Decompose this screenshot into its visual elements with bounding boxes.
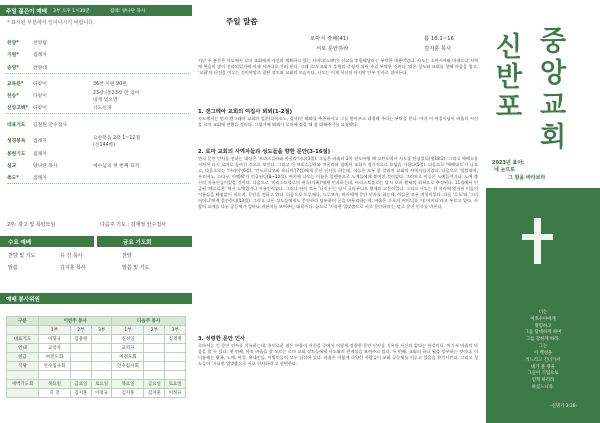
motto (492, 160, 545, 182)
duty-cell: 김지훈 (112, 389, 144, 398)
verse-line: 이 백성을 (533, 350, 553, 356)
church-name-char: 회 (540, 122, 567, 153)
duty-cell: 김지훈 (71, 389, 92, 398)
sermon-heading: 주일 말씀 (226, 17, 258, 26)
cover-column (486, 0, 600, 423)
verse-reference: -신명기 3:28- (550, 404, 578, 409)
duty-header-cell: 다음주 봉사 (112, 317, 186, 326)
section-3-body: 로마서는 긴 문안 인사를 기록하는데, 흥미로운 점은 바울이 서신을 중에서 이렇게 정량한 문안 인사를 기록한 서신의 없다는 사실이다. 여기서 바울의 마음을 볼 수 있다. 첫 번째, 아직 바울을 잘 모르는 로마 교회 성도들에게 사도와의 관계성을 보여주고 있다. 두 번째, 교회의 하나 됨을 당부하는 것이다. 이 이름에는 왕족, 노예, 여성, 유대인들, 이방인들이 모두 뒤섞여 있다. 바울은 이렇게 다양한 사람들이 교회 공동체를 이루고 있음을 환기시킨다. 그리고 성도들이 '거룩한 입맞춤으로 서로 인사하라'고 권면한다. (198, 343, 478, 366)
order-row (7, 37, 189, 49)
wednesday-title: 수요 예배 (8, 239, 32, 246)
friday-title-bar (97, 236, 192, 247)
duty-table (6, 316, 186, 398)
order-label: 설교 (7, 164, 17, 170)
order-content: 사도신경 (93, 105, 112, 111)
duty-cell (71, 353, 92, 362)
duty-subheader-cell: 3부 (165, 326, 186, 335)
order-leader: 김철원 안수집사 (33, 123, 67, 129)
friday-title: 금요 기도회 (123, 239, 152, 246)
duty-cell: 금요일 (71, 380, 92, 389)
cross-icon-bar (522, 234, 553, 240)
order-label: 대표기도 (7, 123, 26, 129)
duty-cell: 헌금 (7, 353, 39, 362)
duty-cell (7, 371, 39, 380)
duty-cell (71, 362, 92, 371)
duty-cell: 이정규 (165, 389, 186, 398)
duty-title: 예배 봉사위원 (6, 296, 40, 303)
order-row (7, 119, 189, 131)
order-content: 36번 시편 90편 (93, 82, 127, 88)
verse-line: 명령하고 (534, 323, 552, 329)
duty-cell: 금요일 (144, 380, 165, 389)
duty-row (7, 362, 186, 371)
church-name-char: 교 (540, 90, 567, 121)
order-leader: 집례자 (33, 175, 47, 181)
duty-cell (165, 362, 186, 371)
duty-cell (7, 389, 39, 398)
duty-cell: 안수집사회 (39, 362, 71, 371)
duty-cell (91, 371, 112, 380)
wednesday-row (8, 265, 92, 272)
verse-line: 거느리고 건너가서 (525, 357, 561, 363)
duty-cell: 목요일 (112, 380, 144, 389)
duty-subheader-cell: 3부 (91, 326, 112, 335)
duty-cell: 여전도회 (39, 353, 71, 362)
duty-cell: 여전도회 (112, 353, 144, 362)
duty-cell: 교역자 (39, 344, 71, 353)
order-content: 요한복음 2장 1~12절(신144쪽) (93, 135, 141, 148)
order-label: 성경봉독 (7, 139, 26, 145)
worship-title: 주일 젊은이 예배 (6, 8, 48, 15)
duty-cell: 새벽기도회 (7, 380, 39, 389)
duty-cell: 김용원 (71, 335, 92, 344)
verse-line: 그들이 기업으로 (527, 371, 559, 377)
order-leader: 집례자 (33, 152, 47, 158)
order-row (7, 49, 189, 61)
scripture-reference: 롬 16:1~16 (424, 36, 454, 42)
sermon-column (198, 0, 480, 423)
duty-cell: 안내 (7, 344, 39, 353)
order-label: 신앙고백* (7, 105, 29, 111)
worship-leader: 집례: 양나단 목사 (109, 8, 146, 14)
duty-cell (165, 353, 186, 362)
duty-cell (144, 362, 165, 371)
duty-cell: 대표기도 (7, 335, 39, 344)
verse-line: 너는 (538, 310, 548, 315)
order-leader: 집례자 (33, 53, 47, 59)
order-row (7, 148, 189, 160)
order-label: 교독문* (7, 82, 24, 88)
order-label: 찬송* (7, 94, 19, 100)
duty-cell (165, 344, 186, 353)
wednesday-leader: 김지훈 목사 (60, 265, 86, 271)
order-row (7, 90, 189, 102)
verse-line: 그를 강하게 하라. (526, 337, 560, 343)
order-leader: 양나단 목사 (33, 164, 58, 170)
duty-cell: 목요일 (39, 380, 71, 389)
duty-row (7, 371, 186, 380)
duty-row (7, 344, 186, 353)
order-leader: 다같이 (33, 82, 47, 88)
order-content: 예수님의 첫 번째 표적 (93, 164, 140, 170)
duty-cell: 이형규 (39, 335, 71, 344)
order-label: 봉헌기도 (7, 152, 26, 158)
church-name-char: 신 (496, 32, 523, 63)
order-label: 축도* (7, 175, 19, 181)
motto-line: 네 눈으로 (494, 167, 516, 174)
duty-subheader-cell (7, 326, 39, 335)
section-2-title: 2. 로마 교회의 사역자들과 성도들을 향한 문안(3-16절) (198, 149, 331, 155)
order-content: 23장 (통23장 만 입이 내게 있으면 (93, 90, 140, 103)
order-row (7, 160, 189, 172)
order-row (7, 102, 189, 114)
verse-line: 얻게 하리라 (531, 378, 555, 384)
order-leader: 다같이 (33, 105, 47, 111)
duty-cell (144, 335, 165, 344)
friday-row: 찬양 (122, 253, 132, 259)
duty-cell (91, 344, 112, 353)
friday-row: 말씀 및 기도 (122, 265, 150, 271)
duty-cell (91, 335, 112, 344)
section-1-body: 사도께서는 먼저 겐그레아 교회의 일꾼(디아코노, 집사)인 뵈뵈를 추천하시고 그를 받아주고 대접해 주라는 부탁을 한다. 아마 이 여집사님이 바울의 서신을 로마 교회에 전했을 것이다. 그렇기에 뵈뵈가 로마에 갔을 때 잘 대해주기를 요청했다. (198, 116, 478, 127)
motto-line: 2023년 표어: (492, 160, 525, 166)
order-row (7, 62, 189, 74)
order-label: 송영* (7, 65, 19, 71)
sermon-intro: 지난 주 본문은 사도께서 로마 교회에게 자신의 계획하고 있는 서바나(스페인) 선교를 후원해달라는 부탁한 내용이었다. 사도는 소아시아와 마게도냐 지역에 복음이 많이 전파되었기에 이제 서바나로 가려 한다. 그래 로마 교회가 후원의 중심지 되어 주길 부탁한 것이다. 많은 성도와 교회를 향해 마음을 열고, '교회'의 터전을 이루는 것이야말로 참된 성도와 교회의 모습이다. 사도는 이제 서신의 마지막 안부 인사로 접어든다. (198, 58, 478, 75)
section-2-body: 먼저 문안 인사를 전하는 대상은 '브리스길라와 아굴라'이다(3절). 그들은 바울의 2차 전도여행 때 고린도에서 사도를 만났었다(행18:2). 그리고 에베소를 거쳐서 다시 로마로 돌아간 것으로 보인다. 그리고 이 브리스길라와 아굴라의 집에서 교회가 정기적으로 모임을 가졌다(5절). 다음으로 '에베네도'가 나오고, 다음으로는 '마리아'(6절), '안드로니고와 유니아'(7절)에게 문안 인사를 하는데, 이들은 모두 잘 알려진 교회의 사역자들이었다. 다음으로 '암블리아, 우르바노, 스다구, 아벨레'가 언급된다(8~10절). 여기에 나오는 이름은 알렌한으로 노예들에게 붙여진 것이었다. 그러므로 이들은 노예들이거나, 노예 출신의 자유인들이었을 것이다. 다음으로 '아리스토불로의 권속(가족)'에게 인사하는데, 아리스토불로는 당시 로마 황제의 외척으로 추정된다. 11절에서 언급된 '헤로디온' 역시 노예였거나 자유인이었다. 그러나 단어 모든 '나깃수'는 당시 글라우디오 황제의 고문이었다. 그리고 사도는 한 자리에 열거된 이들의 이름들을 빠짐없이 적으며, 문안을 전하고 있다. 다음으로 드루배나, 드루보사, 버시에게 문안 인사를 하는데, 이들은 모두 여성이었다. 다음 '루포'와 '그의 어머니'에게 문안한다(13절). 그리고 다른 성도들에게도 문안하라 당부하며 글을 마무리하는데, 바울은 루포의 어머니를 '내 어머니'라고 부르고 있다. 사랑의 교제를 나눈 공동체가 얼마나 귀한지를 보여주는 대목이다. 끝으로 '거룩한 입맞춤으로 서로 문안하라'는 말로 문안 인사를 마친다. (198, 156, 478, 209)
duty-cell: 이정규 (91, 389, 112, 398)
verse-line: 그를 담대하게 하며 (524, 330, 562, 336)
duty-cell (165, 371, 186, 380)
duty-cell (71, 371, 92, 380)
duty-cell: 안수집사회 (112, 362, 144, 371)
section-1-title: 1. 겐그레아 교회의 여집사 뵈뵈(1-2절) (198, 109, 293, 115)
order-label: 기원* (7, 53, 19, 59)
verse-panel (486, 188, 600, 423)
duty-row (7, 389, 186, 398)
order-row (7, 135, 189, 147)
church-name-char: 포 (496, 92, 523, 123)
sermon-title: 서로 문안하라 (316, 46, 349, 52)
wednesday-title-bar (0, 236, 94, 247)
sermon-series: 로마서 강해(41) (310, 36, 349, 42)
duty-row (7, 380, 186, 389)
duty-subheader-cell: 1부 (112, 326, 144, 335)
duty-cell: 토요일 (91, 380, 112, 389)
verse-line: 네가 볼 땅을 (531, 364, 555, 370)
worship-time: 3부 오후 1시30분 (53, 8, 90, 14)
duty-cell: 교역자 (112, 344, 144, 353)
order-leader: 집례자 (33, 139, 47, 145)
wednesday-label: 찬양 및 기도 (8, 253, 36, 259)
duty-cell: 유 진 (39, 389, 71, 398)
duty-cell: 김지훈 (144, 389, 165, 398)
wednesday-row (8, 253, 92, 260)
order-leader: 찬양팀 (33, 41, 47, 47)
duty-cell: 토요일 (165, 380, 186, 389)
verse-line: 하셨느니라. (531, 385, 555, 391)
duty-subheader-cell: 2부 (144, 326, 165, 335)
duty-cell: 진성일 (112, 335, 144, 344)
wednesday-leader: 유 진 목사 (60, 253, 83, 259)
worship-footer-left: 2부: 광고 및 폭양모임 (7, 222, 56, 228)
church-name-char: 앙 (540, 58, 567, 89)
worship-footer-right: 다음주 기도 : 김재정 안수집사 (100, 222, 167, 228)
duty-subheader-cell: 2부 (71, 326, 92, 335)
verse-line: 여호수아에게 (530, 316, 556, 322)
duty-cell (39, 371, 71, 380)
verse-line: 그는 (538, 344, 548, 350)
order-row (7, 172, 189, 184)
duty-title-bar (0, 293, 192, 304)
duty-header-cell: 구분 (7, 317, 39, 326)
order-label: 찬양* (7, 41, 19, 47)
duty-cell: 김재정 (165, 335, 186, 344)
duty-cell (71, 344, 92, 353)
duty-subheader-cell: 1부 (39, 326, 71, 335)
church-name-char: 중 (540, 26, 567, 57)
duty-cell (112, 371, 144, 380)
worship-notice: * 표시된 부분에서 일어나시기 바랍니다. (7, 20, 95, 26)
duty-cell (144, 353, 165, 362)
duty-header-cell: 이번주 봉사 (39, 317, 112, 326)
order-leader: 다같이 (33, 94, 47, 100)
duty-cell (144, 344, 165, 353)
preacher: 김지훈 목사 (424, 46, 452, 52)
cross-icon (534, 218, 541, 264)
verse-text (486, 310, 600, 392)
duty-row (7, 335, 186, 344)
duty-cell: 식당 (7, 362, 39, 371)
duty-cell (91, 353, 112, 362)
wednesday-label: 말씀 (8, 265, 18, 271)
duty-row (7, 353, 186, 362)
duty-cell (144, 371, 165, 380)
order-leader: 찬양대 (33, 65, 47, 71)
section-3-title: 3. 성령한 문안 인사 (198, 336, 246, 342)
worship-title-bar (0, 5, 192, 16)
duty-cell (91, 362, 112, 371)
motto-line: 그 땅을 바라보라 (508, 174, 546, 181)
church-name-char: 반 (496, 62, 523, 93)
left-column (0, 0, 192, 423)
